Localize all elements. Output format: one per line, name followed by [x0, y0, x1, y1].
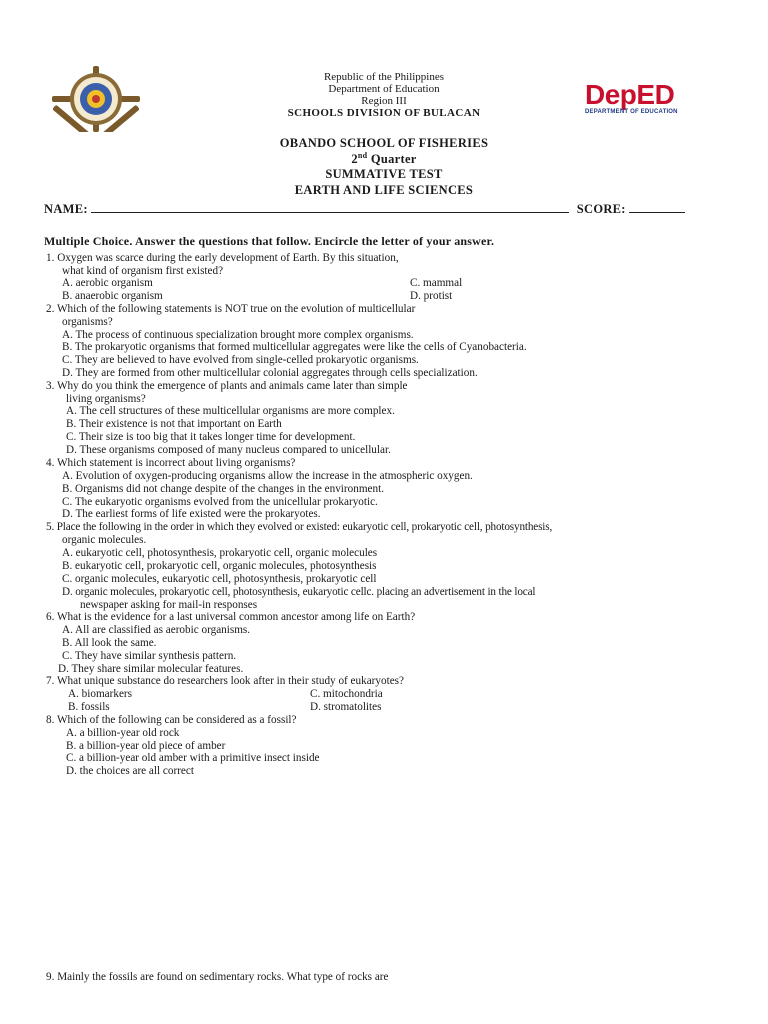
q7-option-a: A. biomarkers — [68, 688, 133, 700]
q7-option-c: C. mitochondria — [310, 688, 383, 700]
q8-option-d: D. the choices are all correct — [66, 765, 194, 777]
question-8: 8. Which of the following can be considered as a fossil? — [46, 714, 297, 726]
q5-option-c: C. organic molecules, eukaryotic cell, photosynthesis, prokaryotic cell — [62, 573, 377, 585]
question-3-cont: living organisms? — [66, 393, 146, 405]
name-field[interactable] — [91, 201, 569, 213]
question-6: 6. What is the evidence for a last universal common ancestor among life on Earth? — [46, 611, 416, 623]
q3-option-c: C. Their size is too big that it takes longer time for development. — [66, 431, 356, 443]
q4-option-d: D. The earliest forms of life existed were the prokaryotes. — [62, 508, 321, 520]
name-label: NAME: — [44, 202, 88, 216]
question-5-cont: organic molecules. — [62, 534, 147, 546]
q6-option-a: A. All are classified as aerobic organisms. — [62, 624, 251, 636]
q1-option-d: D. protist — [410, 290, 453, 302]
question-1: 1. Oxygen was scarce during the early development of Earth. By this situation, — [46, 252, 399, 264]
question-7: 7. What unique substance do researchers look after in their study of eukaryotes? — [46, 675, 404, 687]
q1-option-a: A. aerobic organism — [62, 277, 153, 289]
q3-option-b: B. Their existence is not that important on Earth — [66, 418, 282, 430]
header-division: SCHOOLS DIVISION OF BULACAN — [287, 107, 481, 119]
q4-option-a: A. Evolution of oxygen-producing organisms allow the increase in the atmospheric oxygen. — [62, 470, 473, 482]
header-republic: Republic of the Philippines — [323, 71, 445, 83]
quarter-word: Quarter — [370, 152, 417, 167]
q2-option-c: C. They are believed to have evolved from single-celled prokaryotic organisms. — [62, 354, 419, 366]
score-field[interactable] — [629, 201, 685, 213]
q4-option-b: B. Organisms did not change despite of the changes in the environment. — [62, 483, 384, 495]
instructions: Multiple Choice. Answer the questions that follow. Encircle the letter of your answer. — [44, 234, 495, 248]
q8-option-b: B. a billion-year old piece of amber — [66, 740, 226, 752]
school-name: OBANDO SCHOOL OF FISHERIES — [279, 136, 489, 150]
q1-option-b: B. anaerobic organism — [62, 290, 163, 302]
q8-option-c: C. a billion-year old amber with a primitive insect inside — [66, 752, 320, 764]
q3-option-a: A. The cell structures of these multicellular organisms are more complex. — [66, 405, 395, 417]
q5-option-d: D. organic molecules, prokaryotic cell, photosynthesis, eukaryotic cellc. placing an advertisement in the local — [62, 586, 536, 598]
q1-option-c: C. mammal — [410, 277, 463, 289]
q2-option-b: B. The prokaryotic organisms that formed multicellular aggregates were like the cells of Cyanobacteria. — [62, 341, 527, 353]
header-region: Region III — [361, 95, 407, 107]
question-5: 5. Place the following in the order in which they evolved or existed: eukaryotic cell, prokaryotic cell, photosynthesis, — [46, 521, 553, 533]
q3-option-d: D. These organisms composed of many nucleus compared to unicellular. — [66, 444, 391, 456]
deped-logo-subtext: DEPARTMENT OF EDUCATION — [585, 109, 678, 115]
q6-option-c: C. They have similar synthesis pattern. — [62, 650, 237, 662]
quarter-suffix: nd — [357, 151, 368, 160]
q2-option-d: D. They are formed from other multicellular colonial aggregates through cells specialization. — [62, 367, 478, 379]
question-3: 3. Why do you think the emergence of plants and animals came later than simple — [46, 380, 408, 392]
q7-option-d: D. stromatolites — [310, 701, 382, 713]
header-department: Department of Education — [328, 83, 440, 95]
name-score-row — [44, 201, 685, 217]
question-9: 9. Mainly the fossils are found on sedimentary rocks. What type of rocks are — [46, 971, 389, 983]
quarter-line — [0, 151, 768, 167]
q5-option-b: B. eukaryotic cell, prokaryotic cell, organic molecules, photosynthesis — [62, 560, 377, 572]
q8-option-a: A. a billion-year old rock — [66, 727, 180, 739]
q6-option-d: D. They share similar molecular features. — [58, 663, 244, 675]
test-title: SUMMATIVE TEST — [325, 167, 443, 181]
question-2: 2. Which of the following statements is NOT true on the evolution of multicellular — [46, 303, 416, 315]
q7-option-b: B. fossils — [68, 701, 110, 713]
q4-option-c: C. The eukaryotic organisms evolved from the unicellular prokaryotic. — [62, 496, 378, 508]
deped-logo-text: DepED — [585, 79, 675, 110]
quarter-number: 2 — [351, 152, 358, 167]
q5-option-a: A. eukaryotic cell, photosynthesis, prokaryotic cell, organic molecules — [62, 547, 378, 559]
question-2-cont: organisms? — [62, 316, 113, 328]
q2-option-a: A. The process of continuous specialization brought more complex organisms. — [62, 329, 414, 341]
q5-option-d-cont: newspaper asking for mail-in responses — [80, 599, 258, 611]
score-label: SCORE: — [576, 202, 626, 216]
question-4: 4. Which statement is incorrect about living organisms? — [46, 457, 296, 469]
subject-title: EARTH AND LIFE SCIENCES — [294, 183, 474, 197]
question-1-cont: what kind of organism first existed? — [62, 265, 224, 277]
q6-option-b: B. All look the same. — [62, 637, 157, 649]
